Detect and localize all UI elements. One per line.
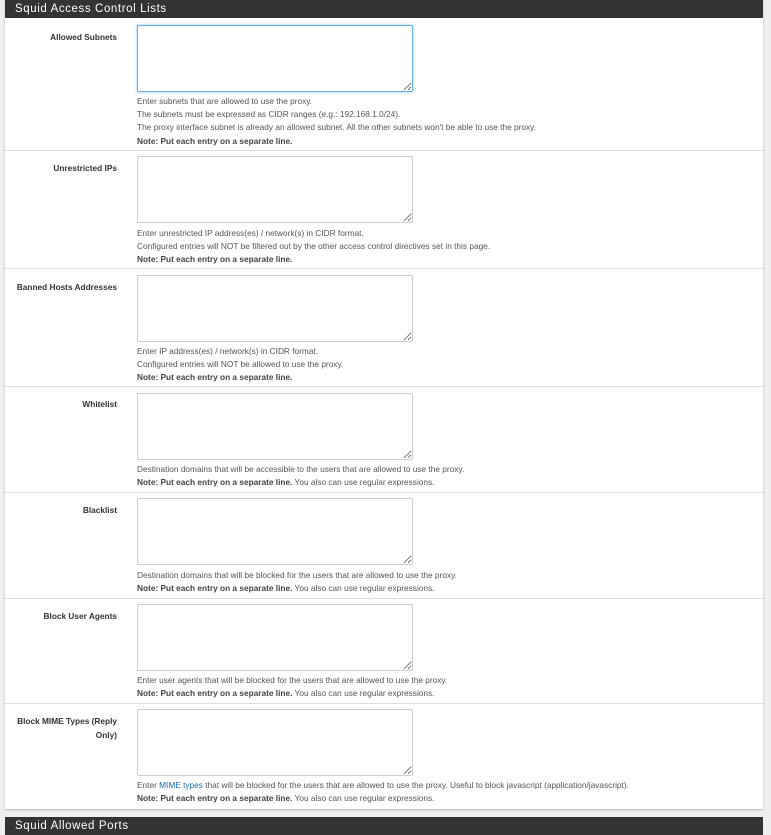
row-banned-hosts <box>5 269 763 387</box>
note-label: Note: <box>137 793 159 804</box>
block-mime-types-textarea[interactable] <box>137 709 413 776</box>
help-note <box>137 582 757 595</box>
note-label: Note: <box>137 688 159 699</box>
note-label: Note: <box>137 583 159 594</box>
block-user-agents-help <box>137 674 757 700</box>
acl-panel-heading <box>5 0 763 18</box>
help-line: The proxy interface subnet is already an allowed subnet. All the other subnets won't be able to use the proxy. <box>137 122 536 133</box>
mime-types-link[interactable]: MIME types <box>159 780 203 790</box>
help-note <box>137 792 757 805</box>
help-line: Destination domains that will be blocked for the users that are allowed to use the proxy. <box>137 570 457 580</box>
block-mime-types-label: Block MIME Types (Reply Only) <box>17 716 117 740</box>
note-text: Put each entry on a separate line. <box>160 135 293 146</box>
blacklist-label: Blacklist <box>82 505 117 515</box>
help-note <box>137 687 757 700</box>
note-label: Note: <box>137 372 159 383</box>
banned-hosts-textarea[interactable] <box>137 275 413 342</box>
help-text-pre: Enter <box>137 780 160 790</box>
help-line: Destination domains that will be accessible to the users that are allowed to use the proxy. <box>137 464 465 474</box>
note-text: Put each entry on a separate line. <box>160 793 293 804</box>
banned-hosts-help <box>137 345 757 385</box>
row-blacklist <box>5 493 763 599</box>
help-note <box>137 371 757 384</box>
banned-hosts-label: Banned Hosts Addresses <box>16 282 117 292</box>
allowed-subnets-label: Allowed Subnets <box>50 32 117 42</box>
whitelist-label: Whitelist <box>82 399 117 409</box>
unrestricted-ips-label: Unrestricted IPs <box>53 163 117 173</box>
help-line: Enter user agents that will be blocked for the users that are allowed to use the proxy. <box>137 675 448 685</box>
help-note <box>137 476 757 489</box>
help-line <box>137 779 757 792</box>
allowed-subnets-textarea[interactable] <box>137 25 413 92</box>
row-block-user-agents <box>5 599 763 704</box>
acl-panel <box>5 0 763 809</box>
block-mime-types-help <box>137 779 757 805</box>
help-line: Enter subnets that are allowed to use the proxy. <box>137 96 313 106</box>
whitelist-help <box>137 463 757 489</box>
note-extra: You also can use regular expressions. <box>292 477 435 488</box>
blacklist-help <box>137 569 757 595</box>
row-allowed-subnets <box>5 18 763 151</box>
row-unrestricted-ips <box>5 151 763 269</box>
row-whitelist <box>5 387 763 493</box>
help-note <box>137 135 757 148</box>
blacklist-textarea[interactable] <box>137 498 413 565</box>
help-line: Configured entries will NOT be allowed to use the proxy. <box>137 359 344 370</box>
acl-panel-title: Squid Access Control Lists <box>15 3 167 15</box>
allowed-subnets-help <box>137 95 757 148</box>
block-user-agents-label: Block User Agents <box>43 611 117 621</box>
note-label: Note: <box>137 135 159 146</box>
unrestricted-ips-textarea[interactable] <box>137 156 413 223</box>
note-extra: You also can use regular expressions. <box>292 583 435 594</box>
note-extra: You also can use regular expressions. <box>292 793 435 804</box>
ports-panel-title: Squid Allowed Ports <box>15 820 129 832</box>
help-note <box>137 253 757 266</box>
whitelist-textarea[interactable] <box>137 393 413 460</box>
note-label: Note: <box>137 477 159 488</box>
help-line: Enter IP address(es) / network(s) in CIDR format. <box>137 346 319 356</box>
note-extra: You also can use regular expressions. <box>292 688 435 699</box>
help-line: Configured entries will NOT be filtered out by the other access control directives set in this page. <box>137 241 491 252</box>
note-text: Put each entry on a separate line. <box>160 688 293 699</box>
note-label: Note: <box>137 254 159 265</box>
note-text: Put each entry on a separate line. <box>160 477 293 488</box>
note-text: Put each entry on a separate line. <box>160 583 293 594</box>
block-user-agents-textarea[interactable] <box>137 604 413 671</box>
unrestricted-ips-help <box>137 227 757 267</box>
help-text-post: that will be blocked for the users that are allowed to use the proxy. Useful to block javascript (application/javascript). <box>202 780 629 790</box>
help-line: The subnets must be expressed as CIDR ranges (e.g.: 192.168.1.0/24). <box>137 109 401 120</box>
help-line: Enter unrestricted IP address(es) / network(s) in CIDR format. <box>137 228 364 238</box>
row-block-mime-types <box>5 704 763 809</box>
ports-panel-heading <box>5 817 763 835</box>
note-text: Put each entry on a separate line. <box>160 372 293 383</box>
note-text: Put each entry on a separate line. <box>160 254 293 265</box>
